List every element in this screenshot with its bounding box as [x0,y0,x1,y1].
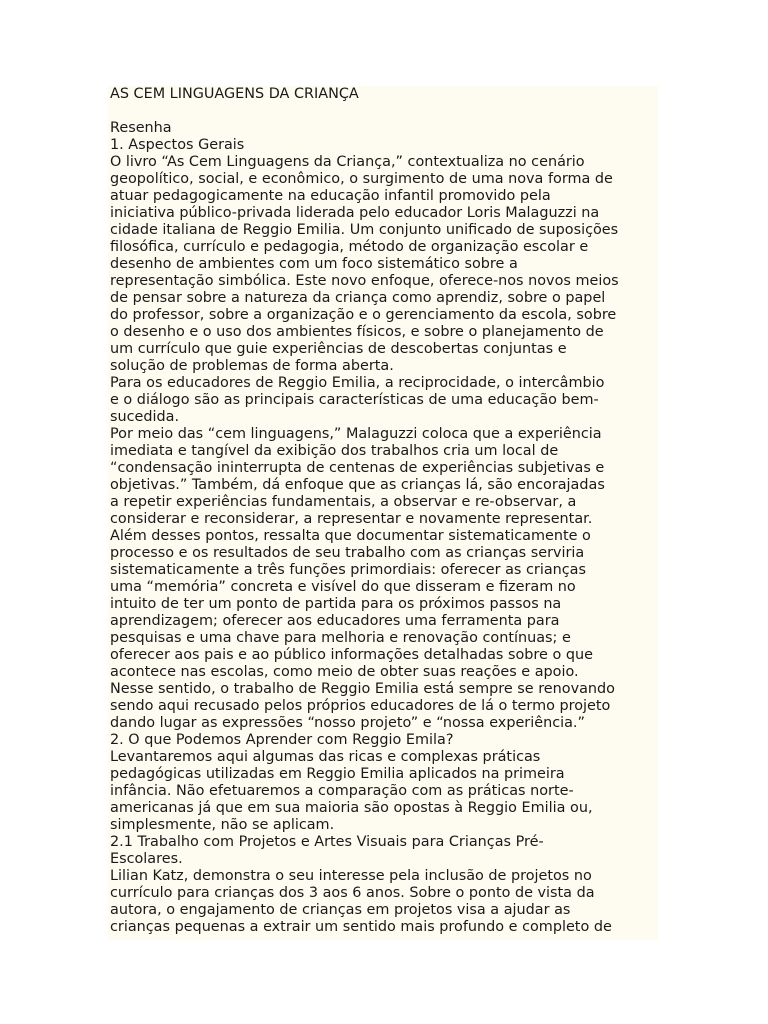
text-line: e o diálogo são as principais características de uma educação bem- [110,392,599,408]
text-line: considerar e reconsiderar, a representar e novamente representar. [110,511,593,527]
text-line: filosófica, currículo e pedagogia, método de organização escolar e [110,239,589,255]
text-line: O livro “As Cem Linguagens da Criança,” contextualiza no cenário [110,154,585,170]
text-line: Para os educadores de Reggio Emilia, a reciprocidade, o intercâmbio [110,375,605,391]
text-line: um currículo que guie experiências de descobertas conjuntas e [110,341,567,357]
text-line: geopolítico, social, e econômico, o surgimento de uma nova forma de [110,171,613,187]
text-line: objetivas.” Também, dá enfoque que as crianças lá, são encorajadas [110,477,605,493]
text-line: do professor, sobre a organização e o gerenciamento da escola, sobre [110,307,617,323]
text-line: aprendizagem; oferecer aos educadores uma ferramenta para [110,613,560,629]
text-line: americanas já que em sua maioria são opostas à Reggio Emilia ou, [110,800,593,816]
text-line: sendo aqui recusado pelos próprios educadores de lá o termo projeto [110,698,611,714]
document-body [108,86,658,936]
document-title: AS CEM LINGUAGENS DA CRIANÇA [110,86,359,102]
text-line: Por meio das “cem linguagens,” Malaguzzi coloca que a experiência [110,426,602,442]
blank-line [110,103,658,120]
text-line: intuito de ter um ponto de partida para os próximos passos na [110,596,562,612]
text-line: Resenha [110,120,172,136]
text-line: pesquisas e uma chave para melhoria e renovação contínuas; e [110,630,571,646]
text-line: 1. Aspectos Gerais [110,137,245,153]
text-line: 2.1 Trabalho com Projetos e Artes Visuais para Crianças Pré- [110,834,544,850]
text-line: Além desses pontos, ressalta que documentar sistematicamente o [110,528,591,544]
text-line: processo e os resultados de seu trabalho com as crianças serviria [110,545,585,561]
text-line: imediata e tangível da exibição dos trabalhos cria um local de [110,443,559,459]
text-line: autora, o engajamento de crianças em projetos visa a ajudar as [110,902,571,918]
text-line: acontece nas escolas, como meio de obter suas reações e apoio. [110,664,579,680]
text-line: o desenho e o uso dos ambientes físicos, e sobre o planejamento de [110,324,604,340]
text-line: Escolares. [110,851,183,867]
document-lines [110,120,658,936]
document-page [108,86,658,940]
text-line: solução de problemas de forma aberta. [110,358,394,374]
text-line: crianças pequenas a extrair um sentido mais profundo e completo de [110,919,612,935]
text-line: oferecer aos pais e ao público informações detalhadas sobre o que [110,647,593,663]
text-line: sistematicamente a três funções primordiais: oferecer as crianças [110,562,586,578]
text-line: infância. Não efetuaremos a comparação com as práticas norte- [110,783,574,799]
text-line: Levantaremos aqui algumas das ricas e complexas práticas [110,749,541,765]
text-line: uma “memória” concreta e visível do que disseram e fizeram no [110,579,576,595]
text-line: a repetir experiências fundamentais, a observar e re-observar, a [110,494,577,510]
text-line: iniciativa público-privada liderada pelo educador Loris Malaguzzi na [110,205,600,221]
text-line: atuar pedagogicamente na educação infantil promovido pela [110,188,551,204]
text-line: pedagógicas utilizadas em Reggio Emilia aplicados na primeira [110,766,565,782]
text-line: “condensação ininterrupta de centenas de experiências subjetivas e [110,460,605,476]
text-line: currículo para crianças dos 3 aos 6 anos. Sobre o ponto de vista da [110,885,595,901]
text-line: de pensar sobre a natureza da criança como aprendiz, sobre o papel [110,290,606,306]
text-line: sucedida. [110,409,180,425]
text-line: Lilian Katz, demonstra o seu interesse pela inclusão de projetos no [110,868,592,884]
text-line: 2. O que Podemos Aprender com Reggio Emila? [110,732,454,748]
text-line: representação simbólica. Este novo enfoque, oferece-nos novos meios [110,273,619,289]
text-line: simplesmente, não se aplicam. [110,817,335,833]
text-line: cidade italiana de Reggio Emilia. Um conjunto unificado de suposições [110,222,619,238]
text-line: Nesse sentido, o trabalho de Reggio Emilia está sempre se renovando [110,681,615,697]
text-line: desenho de ambientes com um foco sistemático sobre a [110,256,518,272]
text-line: dando lugar as expressões “nosso projeto” e “nossa experiência.” [110,715,585,731]
